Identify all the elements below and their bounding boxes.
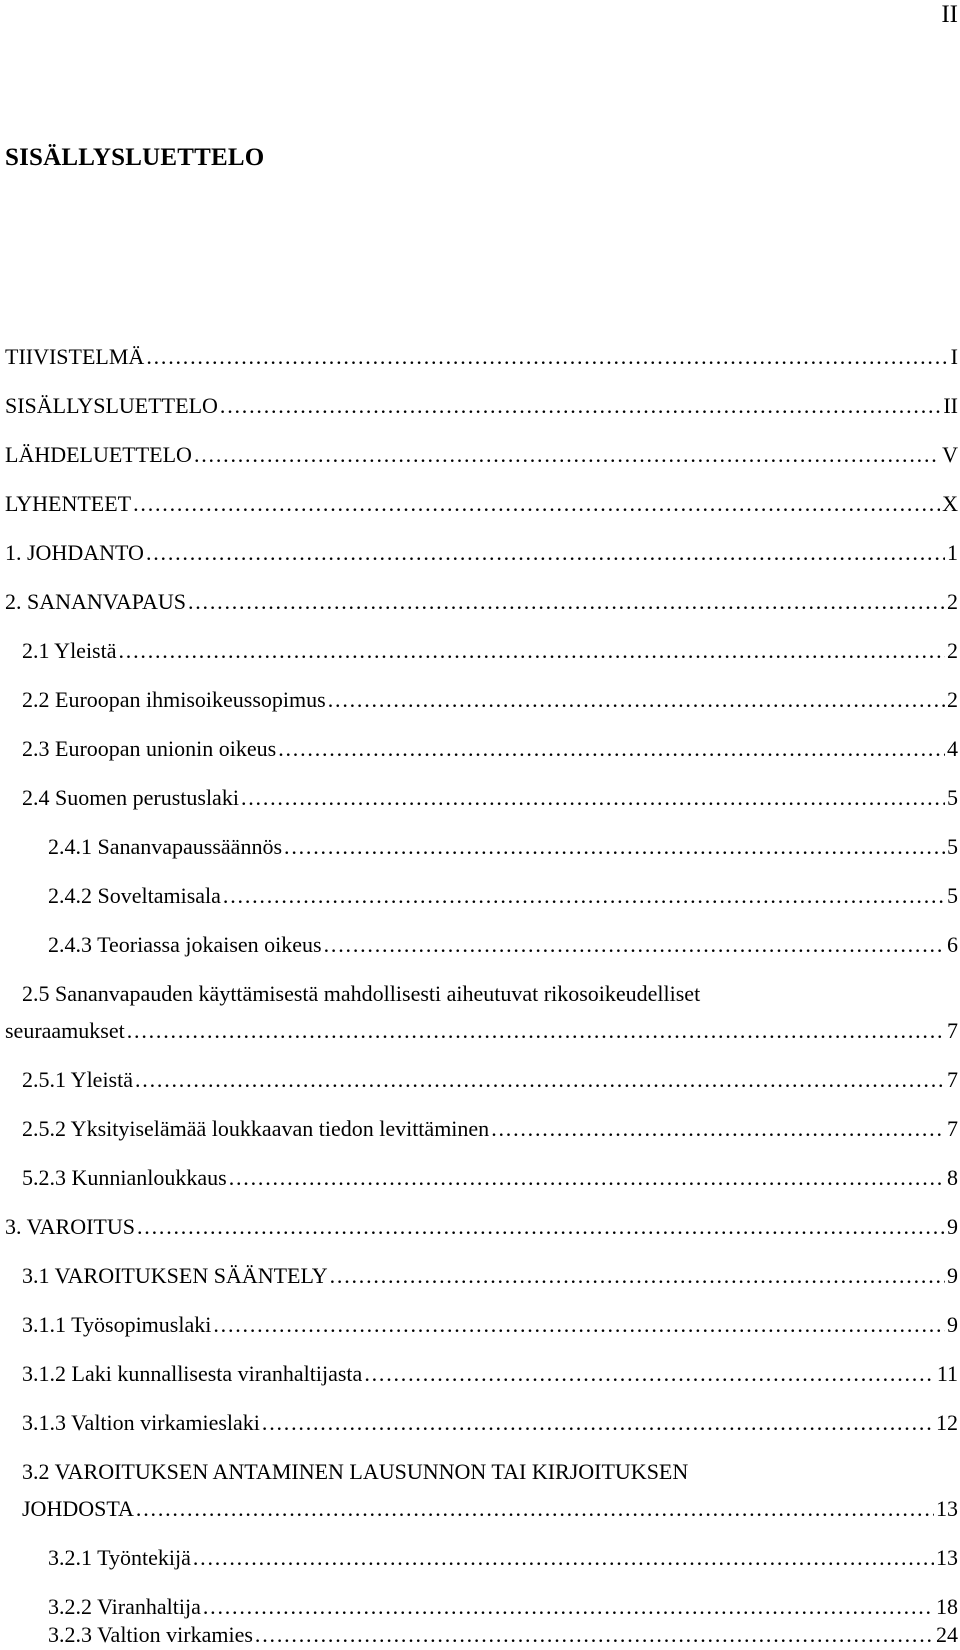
toc-entry-label: 2.5.1 Yleistä	[22, 1067, 133, 1092]
toc-leader-dots	[146, 344, 948, 370]
toc-entry[interactable]	[48, 932, 958, 960]
toc-leader-dots	[491, 1116, 945, 1142]
toc-entry-label: 3.2.1 Työntekijä	[48, 1545, 191, 1570]
page-number: II	[941, 1, 958, 28]
toc-entry-label: 3.1.2 Laki kunnallisesta viranhaltijasta	[22, 1361, 363, 1386]
toc-entry-page: V	[942, 442, 958, 467]
toc-entry[interactable]	[5, 393, 958, 421]
toc-entry-label: TIIVISTELMÄ	[5, 344, 145, 369]
toc-entry-label: 2.4.1 Sananvapaussäännös	[48, 834, 283, 859]
toc-leader-dots	[255, 1622, 934, 1648]
toc-entry-page: 5	[947, 883, 958, 908]
toc-leader-dots	[133, 491, 940, 517]
toc-entry-label: 5.2.3 Kunnianloukkaus	[22, 1165, 227, 1190]
toc-leader-dots	[324, 932, 945, 958]
toc-entry[interactable]	[22, 1496, 958, 1524]
toc-entry-label: 2.4.3 Teoriassa jokaisen oikeus	[48, 932, 322, 957]
toc-entry-page: 2	[947, 687, 958, 712]
toc-entry-page: 9	[947, 1263, 958, 1288]
toc-leader-dots	[328, 687, 945, 713]
toc-entry[interactable]	[22, 736, 958, 764]
toc-entry[interactable]	[5, 344, 958, 372]
toc-entry[interactable]	[22, 1116, 958, 1144]
toc-entry[interactable]	[48, 1545, 958, 1573]
toc-entry-label: 3.1.1 Työsopimuslaki	[22, 1312, 212, 1337]
toc-leader-dots	[241, 785, 945, 811]
toc-entry-page: X	[942, 491, 958, 516]
toc-entry-page: 18	[936, 1594, 958, 1619]
toc-entry-page: 5	[947, 834, 958, 859]
toc-entry-label-first-line[interactable]: 2.5 Sananvapauden käyttämisestä mahdollisesti aiheutuvat rikosoikeudelliset	[22, 981, 701, 1006]
toc-entry[interactable]	[5, 1214, 958, 1242]
toc-entry-label: 3.1.3 Valtion virkamieslaki	[22, 1410, 260, 1435]
toc-entry-label: 3.2.2 Viranhaltija	[48, 1594, 201, 1619]
toc-entry-page: II	[943, 393, 958, 418]
toc-entry-label: LYHENTEET	[5, 491, 132, 516]
toc-leader-dots	[330, 1263, 945, 1289]
toc-leader-dots	[135, 1067, 945, 1093]
toc-entry[interactable]	[48, 1622, 958, 1650]
toc-entry-label: LÄHDELUETTELO	[5, 442, 192, 467]
toc-entry-label: 1. JOHDANTO	[5, 540, 144, 565]
toc-entry[interactable]	[5, 442, 958, 470]
toc-leader-dots	[284, 834, 945, 860]
toc-entry[interactable]	[22, 1312, 958, 1340]
toc-entry[interactable]	[5, 1018, 958, 1046]
toc-entry-label: 2.2 Euroopan ihmisoikeussopimus	[22, 687, 326, 712]
toc-entry-label: 3. VAROITUS	[5, 1214, 135, 1239]
toc-leader-dots	[229, 1165, 945, 1191]
toc-entry-page: 4	[947, 736, 958, 761]
toc-entry[interactable]	[48, 883, 958, 911]
toc-entry-label: 3.1 VAROITUKSEN SÄÄNTELY	[22, 1263, 328, 1288]
toc-leader-dots	[119, 638, 946, 664]
toc-entry[interactable]	[22, 785, 958, 813]
toc-leader-dots	[193, 1545, 934, 1571]
toc-entry[interactable]	[48, 1594, 958, 1622]
toc-leader-dots	[364, 1361, 935, 1387]
toc-leader-dots	[203, 1594, 934, 1620]
toc-title: SISÄLLYSLUETTELO	[5, 144, 265, 171]
toc-entry-label: 2.4 Suomen perustuslaki	[22, 785, 239, 810]
toc-entry-label: seuraamukset	[5, 1018, 125, 1043]
toc-entry-label: 2.5.2 Yksityiselämää loukkaavan tiedon levittäminen	[22, 1116, 490, 1141]
toc-entry[interactable]	[48, 834, 958, 862]
toc-entry[interactable]	[22, 1410, 958, 1438]
toc-entry-page: 11	[936, 1361, 958, 1386]
toc-entry-page: 5	[947, 785, 958, 810]
toc-entry-label: 2.4.2 Soveltamisala	[48, 883, 221, 908]
toc-entry-page: 1	[947, 540, 958, 565]
toc-entry[interactable]	[5, 540, 958, 568]
toc-leader-dots	[146, 540, 945, 566]
toc-leader-dots	[262, 1410, 934, 1436]
toc-entry[interactable]	[22, 1263, 958, 1291]
toc-entry-page: 9	[947, 1214, 958, 1239]
toc-entry-page: 9	[947, 1312, 958, 1337]
toc-entry-page: 7	[947, 1116, 958, 1141]
toc-entry-page: 24	[936, 1622, 958, 1647]
toc-entry-label: SISÄLLYSLUETTELO	[5, 393, 218, 418]
toc-entry-page: I	[950, 344, 958, 369]
toc-entry[interactable]	[5, 589, 958, 617]
toc-leader-dots	[278, 736, 945, 762]
toc-entry-label: 2.1 Yleistä	[22, 638, 117, 663]
toc-entry-page: 2	[947, 638, 958, 663]
toc-entry-page: 8	[947, 1165, 958, 1190]
toc-entry-label-first-line[interactable]: 3.2 VAROITUKSEN ANTAMINEN LAUSUNNON TAI KIRJOITUKSEN	[22, 1459, 689, 1484]
toc-leader-dots	[220, 393, 941, 419]
toc-entry-label: 2.3 Euroopan unionin oikeus	[22, 736, 277, 761]
toc-entry[interactable]	[22, 687, 958, 715]
toc-leader-dots	[188, 589, 945, 615]
toc-entry-page: 6	[947, 932, 958, 957]
toc-entry[interactable]	[22, 1067, 958, 1095]
toc-entry-page: 7	[947, 1067, 958, 1092]
toc-entry-page: 2	[947, 589, 958, 614]
toc-entry-label: 3.2.3 Valtion virkamies	[48, 1622, 253, 1647]
toc-leader-dots	[127, 1018, 945, 1044]
toc-leader-dots	[223, 883, 945, 909]
toc-entry-page: 7	[947, 1018, 958, 1043]
toc-leader-dots	[213, 1312, 945, 1338]
toc-entry-label: 2. SANANVAPAUS	[5, 589, 186, 614]
toc-leader-dots	[137, 1214, 945, 1240]
toc-entry[interactable]	[22, 1361, 958, 1389]
toc-entry[interactable]	[5, 491, 958, 519]
toc-entry-page: 13	[936, 1496, 958, 1521]
toc-entry[interactable]	[22, 1165, 958, 1193]
toc-entry-label: JOHDOSTA	[22, 1496, 134, 1521]
toc-leader-dots	[136, 1496, 934, 1522]
toc-entry-page: 12	[936, 1410, 958, 1435]
toc-leader-dots	[194, 442, 940, 468]
toc-entry-page: 13	[936, 1545, 958, 1570]
toc-entry[interactable]	[22, 638, 958, 666]
